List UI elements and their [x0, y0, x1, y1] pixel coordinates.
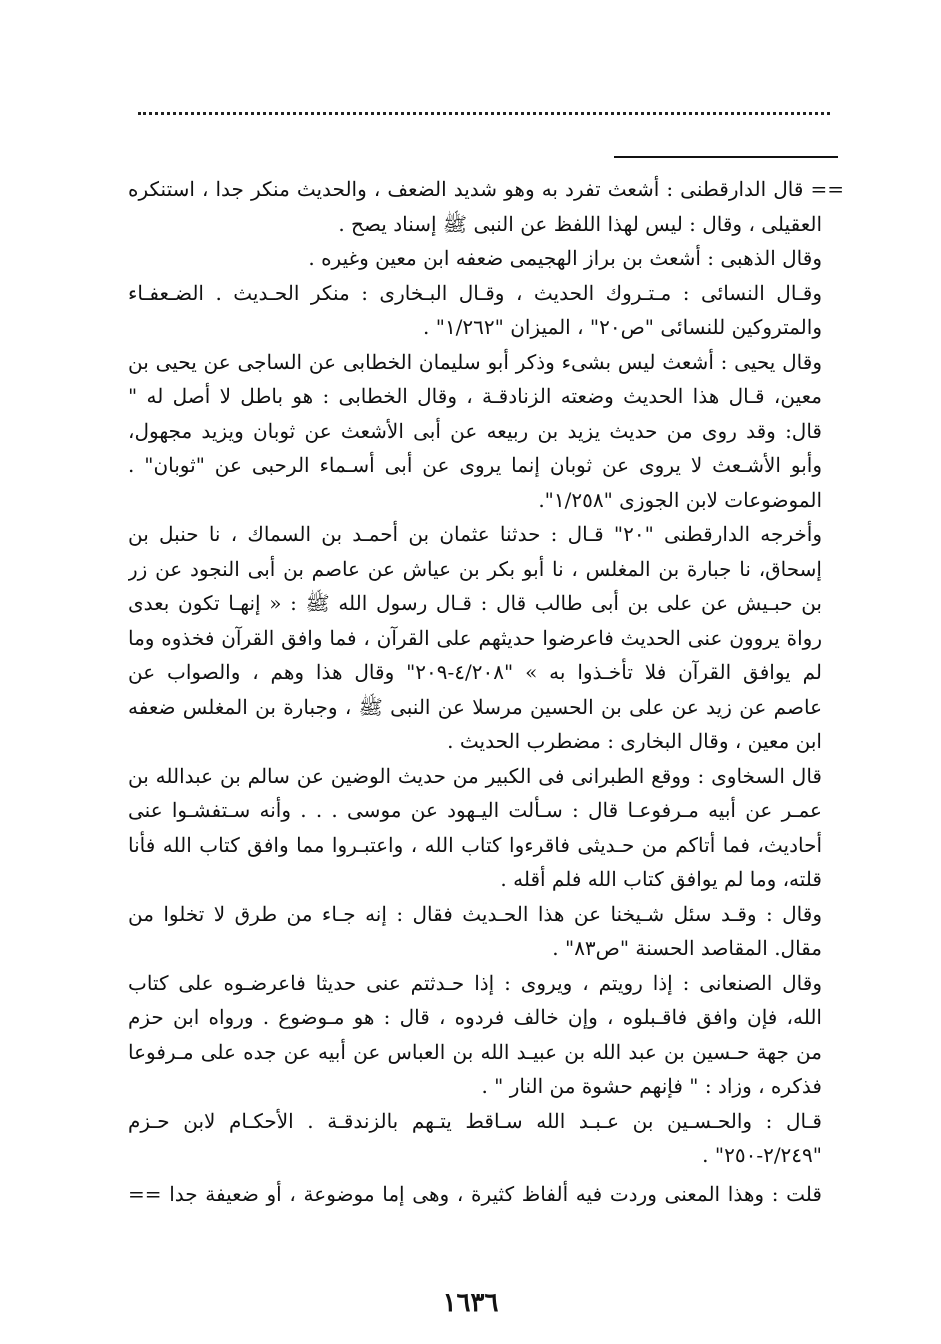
- footnote-text-block: [128, 172, 844, 1211]
- text-line: وقال : وقـد سئل شـيخنا عن هذا الحـديث فقال : إنه جـاء من طرق لا تخلوا من: [128, 901, 822, 926]
- text-line: قال السخاوى : ووقع الطبرانى فى الكبير من حديث الوضين عن سالم بن عبدالله بن: [128, 763, 822, 788]
- text-line: إسحاق، نا جبارة بن المغلس ، نا أبو بكر بن عياش عن عاصم بن أبى النجود عن زر: [128, 556, 822, 581]
- text-line: الله، فإن وافق فاقـبلوه ، وإن خالف فردوه ، قال : هو مـوضوع . ورواه ابن حزم: [128, 1005, 822, 1029]
- text-line: معين، قـال هذا الحديث وضعته الزنادقـة ، وقال الخطابى : هو باطل لا أصل له ": [128, 384, 822, 408]
- text-line: العقيلى ، وقال : ليس لهذا اللفظ عن النبى ﷺ إسناد يصح .: [338, 211, 822, 236]
- footnote-rule: [614, 156, 838, 158]
- page-number: ١٦٣٦: [442, 1288, 499, 1318]
- text-line: لم يوافق القرآن فلا تأخـذوا به » "٤/٢٠٨-٢٠٩" وقال هذا وهم ، والصواب عن: [128, 660, 822, 684]
- text-line: عمـر عن أبيه مـرفوعـا قال : سـألت اليـهود عن موسى . . . وأنه سـتفشـوا عنى: [128, 798, 822, 822]
- text-line: بن حبـيش عن على بن أبى طالب قال : قـال رسول الله ﷺ : « إنهـا تكون بعدى: [128, 591, 822, 615]
- text-line: قلت : وهذا المعنى وردت فيه ألفاظ كثيرة ، وهى إما موضوعة ، أو ضعيفة جدا ==: [128, 1181, 822, 1206]
- text-line: من جهة حـسين بن عبد الله بن عبيـد الله بن العباس عن أبيه عن جده على مـرفوعا: [128, 1039, 822, 1064]
- text-line: وأخرجه الدارقطنى "٢٠" قـال : حدثنا عثمان بن أحمـد بن السماك ، نا حنبل بن: [128, 522, 822, 546]
- text-line: فذكره ، وزاد : " فإنهم حشوة من النار " .: [481, 1074, 822, 1098]
- text-line: وقال الذهبى : أشعث بن براز الهجيمى ضعفه ابن معين وغيره .: [308, 246, 822, 270]
- text-line: قلته، وما لم يوافق كتاب الله فلم أقله .: [500, 867, 822, 891]
- text-line: قـال : والحـسـين بن عـبـد الله سـاقط يتـهم بالزندقـة . الأحكـام لابن حـزم: [128, 1108, 822, 1133]
- text-line: "٢/٢٤٩-٢٥٠" .: [702, 1143, 822, 1167]
- text-line: قال: وقد روى من حديث يزيد بن ربيعه عن أبى الأشعث عن ثوبان ويزيد مجهول،: [128, 418, 822, 443]
- text-line: والمتروكين للنسائى "ص٢٠" ، الميزان "١/٢٦٢" .: [423, 315, 822, 339]
- text-line: وقـال النسائى : مـتـروك الحديث ، وقـال البـخارى : منكر الحـديث . الضـعفـاء: [128, 280, 822, 305]
- text-line: وقال الصنعانى : إذا رويتم ، ويروى : إذا حـدثتم عنى حديثا فاعرضـوه على كتاب: [128, 970, 822, 995]
- text-line: ابن معين ، وقال البخارى : مضطرب الحديث .: [447, 729, 822, 753]
- text-line: مقال. المقاصد الحسنة "ص٨٣" .: [552, 936, 822, 960]
- dotted-separator: [138, 112, 830, 115]
- text-line: الموضوعات لابن الجوزى "١/٢٥٨".: [538, 487, 822, 512]
- text-line: رواة يروون عنى الحديث فاعرضوا حديثهم على القرآن ، فما وافق القرآن فخذوه وما: [128, 625, 822, 650]
- text-line: أحاديث، فما أتاكم من حـديثى فاقرءوا كتاب الله ، واعتبـروا مما وافق كتاب الله فأنا: [128, 832, 822, 857]
- text-line: وقال يحيى : أشعث ليس بشىء وذكر أبو سليمان الخطابى عن الساجى عن يحيى بن: [128, 349, 822, 374]
- text-line: عاصم عن زيد عن على بن الحسين مرسلا عن النبى ﷺ ، وجبارة بن المغلس ضعفه: [128, 694, 823, 719]
- text-line: وأبو الأشـعث لا يروى عن ثوبان إنما يروى عن أبى أسـماء الرحبى عن "ثوبان" .: [128, 453, 822, 477]
- text-line: == قال الدارقطنى : أشعث تفرد به وهو شديد الضعف ، والحديث منكر جدا ، استنكره: [128, 177, 844, 201]
